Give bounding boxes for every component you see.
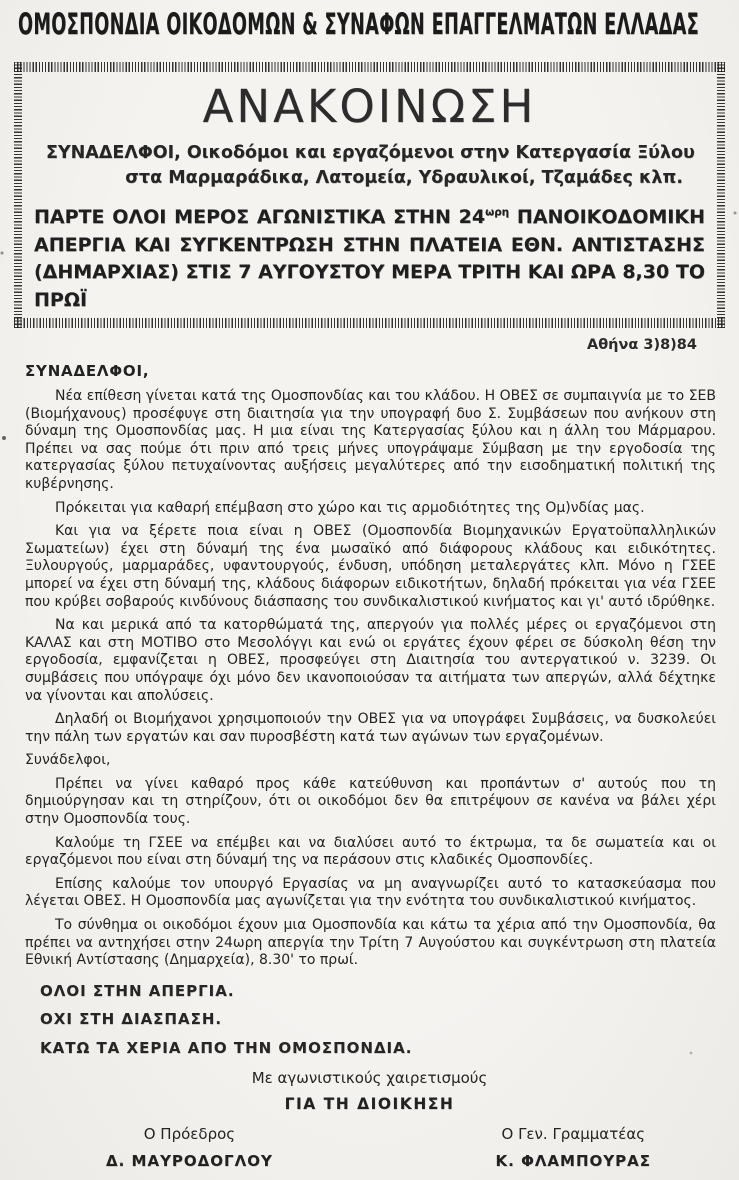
paragraph: Και για να ξέρετε ποια είναι η ΟΒΕΣ (Ομοσπονδία Βιομηχανικών Εργατοϋπαλληλικών Σωματείων) έχει στη δύναμή της ένα μωσαϊκό από διάφορους κλάδους και ειδικότητες. Ξυλουργούς, μαρμαράδες, υφαντουργούς, ένδυση, υπόδηση μεταλεργάτες κλπ. Μόνο η ΓΣΕΕ μπορεί να έχει στη δύναμή της, κλάδους διάφορων ειδικοτήτων, δηλαδή πρόκειται για νέα ΓΣΕΕ που κρύβει σοβαρούς κινδύνους διάσπασης του συνδικαλιστικού κινήματος και γι' αυτό ιδρύθηκε. <box>25 523 716 610</box>
slogan: ΟΛΟΙ ΣΤΗΝ ΑΠΕΡΓΙΑ. <box>40 981 235 1000</box>
scan-noise-specks <box>0 0 2 2</box>
announcement-subtitle-line2: στα Μαρμαράδικα, Λατομεία, Υδραυλικοί, Τζαμάδες κλπ. <box>125 168 683 188</box>
slogan: ΟΧΙ ΣΤΗ ΔΙΑΣΠΑΣΗ. <box>40 1010 223 1029</box>
paragraph: Καλούμε τη ΓΣΕΕ να επέμβει και να διαλύσει αυτό το έκτρωμα, τα δε σωματεία και οι εργαζόμενοι που είναι στη δύναμή της να περάσουν στις κλαδικές Ομοσπονδίες. <box>25 834 716 869</box>
slogan-list <box>40 982 739 1057</box>
closing-block <box>0 1069 739 1170</box>
strike-call-after-sup: ΠΑΝΟΙΚΟΔΟΜΙΚΗ ΑΠΕΡΓΙΑ ΚΑΙ ΣΥΓΚΕΝΤΡΩΣΗ ΣΤΗΝ ΠΛΑΤΕΙΑ ΕΘΝ. ΑΝΤΙΣΤΑΣΗΣ (ΔΗΜΑΡΧΙΑΣ) ΣΤΙΣ 7 ΑΥΓΟΥΣΤΟΥ ΜΕΡΑ ΤΡΙΤΗ ΚΑΙ ΩΡΑ 8,30 ΤΟ ΠΡΩΪ <box>34 206 705 311</box>
paragraph: Επίσης καλούμε τον υπουργό Εργασίας να μη αναγνωρίζει αυτό το κατασκεύασμα που λέγεται ΟΒΕΣ. Η Ομοσπονδία μας αγωνίζεται για την ενότητα του συνδικαλιστικού κινήματος. <box>25 875 716 910</box>
president-role: Ο Πρόεδρος <box>143 1124 236 1143</box>
inline-salutation: Συνάδελφοι, <box>25 752 111 769</box>
box-hatched-border-bottom <box>14 318 725 328</box>
paragraph: Πρέπει να γίνει καθαρό προς κάθε κατεύθυνση και προπάντων σ' αυτούς που τη δημιούργησαν και τη στηρίζουν, ότι οι οικοδόμοι δεν θα επιτρέψουν σε κανένα να βάλει χέρι στην Ομοσπονδία τους. <box>25 775 716 828</box>
signature-president <box>106 1125 273 1170</box>
strike-call-text <box>34 204 705 314</box>
paragraph: Το σύνθημα οι οικοδόμοι έχουν μια Ομοσπονδία και κάτω τα χέρια από την Ομοσπονδία, θα πρέπει να αντηχήσει στην 24ωρη απεργία την Τρίτη 7 Αυγούστου και συγκέντρωση στη πλατεία Εθνική Αντίστασης (Δημαρχεία), 8.30' το πρωί. <box>25 917 716 969</box>
salutation: ΣΥΝΑΔΕΛΦΟΙ, <box>25 362 150 380</box>
announcement-heading: ΑΝΑΚΟΙΝΩΣΗ <box>202 80 537 133</box>
announcement-subtitle-line1: ΣΥΝΑΔΕΛΦΟΙ, Οικοδόμοι και εργαζόμενοι στην Κατεργασία Ξύλου <box>46 143 695 163</box>
box-hatched-border-left <box>14 62 22 328</box>
letter-body <box>25 388 716 970</box>
box-hatched-border-top <box>14 62 725 72</box>
paragraph: Πρόκειται για καθαρή επέμβαση στο χώρο και τις αρμοδιότητες της Ομ)νδίας μας. <box>55 499 645 516</box>
hour-superscript: ωρη <box>485 206 510 219</box>
paragraph: Δηλαδή οι Βιομήχανοι χρησιμοποιούν την ΟΒΕΣ για να υπογράφει Συμβάσεις, να δυσκολεύει την πάλη των εργατών και σαν πυροσβέστη κατά των αγώνων των εργαζομένων. <box>25 711 716 745</box>
secretary-role: Ο Γεν. Γραμματέας <box>501 1124 646 1143</box>
box-hatched-border-right <box>717 62 725 328</box>
signature-secretary <box>496 1125 651 1170</box>
closing-salute: Με αγωνιστικούς χαιρετισμούς <box>251 1068 488 1087</box>
masthead <box>0 10 739 52</box>
slogan: ΚΑΤΩ ΤΑ ΧΕΡΙΑ ΑΠΟ ΤΗΝ ΟΜΟΣΠΟΝΔΙΑ. <box>40 1038 413 1057</box>
closing-for-administration: ΓΙΑ ΤΗ ΔΙΟΙΚΗΣΗ <box>284 1094 455 1113</box>
organization-title: ΟΜΟΣΠΟΝΔΙΑ ΟΙΚΟΔΟΜΩΝ & ΣΥΝΑΦΩΝ ΕΠΑΓΓΕΛΜΑΤΩΝ ΕΛΛΑΔΑΣ <box>18 8 700 42</box>
announcement-box <box>14 62 725 328</box>
dateline: Αθήνα 3)8)84 <box>586 337 697 353</box>
paragraph: Νέα επίθεση γίνεται κατά της Ομοσπονδίας και του κλάδου. Η ΟΒΕΣ σε συμπαιγνία με το ΣΕΒ (Βιομήχανους) προσέφυγε στη διαιτησία για την υπογραφή δυο Σ. Συμβάσεων που ανήκουν στη δύναμη της Ομοσπονδίας μας. Η μια είναι της Κατεργασίας ξύλου και η άλλη του Μάρμαρου. Πρέπει να σας πούμε ότι πριν από τρεις μήνες υπογράψαμε Σύμβαση με την εργοδοσία της κατεργασίας ξύλου πετυχαίνοντας αυξήσεις μεγαλύτερες από την εισοδηματική πολιτική της κυβέρνησης. <box>25 388 716 492</box>
signature-row <box>0 1113 739 1170</box>
strike-call-before-sup: ΠΑΡΤΕ ΟΛΟΙ ΜΕΡΟΣ ΑΓΩΝΙΣΤΙΚΑ ΣΤΗΝ 24 <box>34 206 486 228</box>
president-name: Δ. ΜΑΥΡΟΔΟΓΛΟΥ <box>106 1151 273 1170</box>
paragraph: Να και μερικά από τα κατορθώματά της, απεργούν για πολλές μέρες οι εργαζόμενοι στη ΚΑΛΑΣ και στη ΜΟΤΙΒΟ στο Μεσολόγγι και ενώ οι εργάτες έχουν φέρει σε δύσκολη θέση την εργοδοσία, εμφανίζεται η ΟΒΕΣ, προσφεύγει στη Διαιτησία του αντεργατικού ν. 3239. Οι συμβάσεις που υπόγραψε όχι μόνο δεν ικανοποιούσαν τα αιτήματα των απεργών, αλλά δέχτηκε να γίνονται και απολύσεις. <box>25 617 716 704</box>
secretary-name: Κ. ΦΛΑΜΠΟΥΡΑΣ <box>495 1151 651 1170</box>
